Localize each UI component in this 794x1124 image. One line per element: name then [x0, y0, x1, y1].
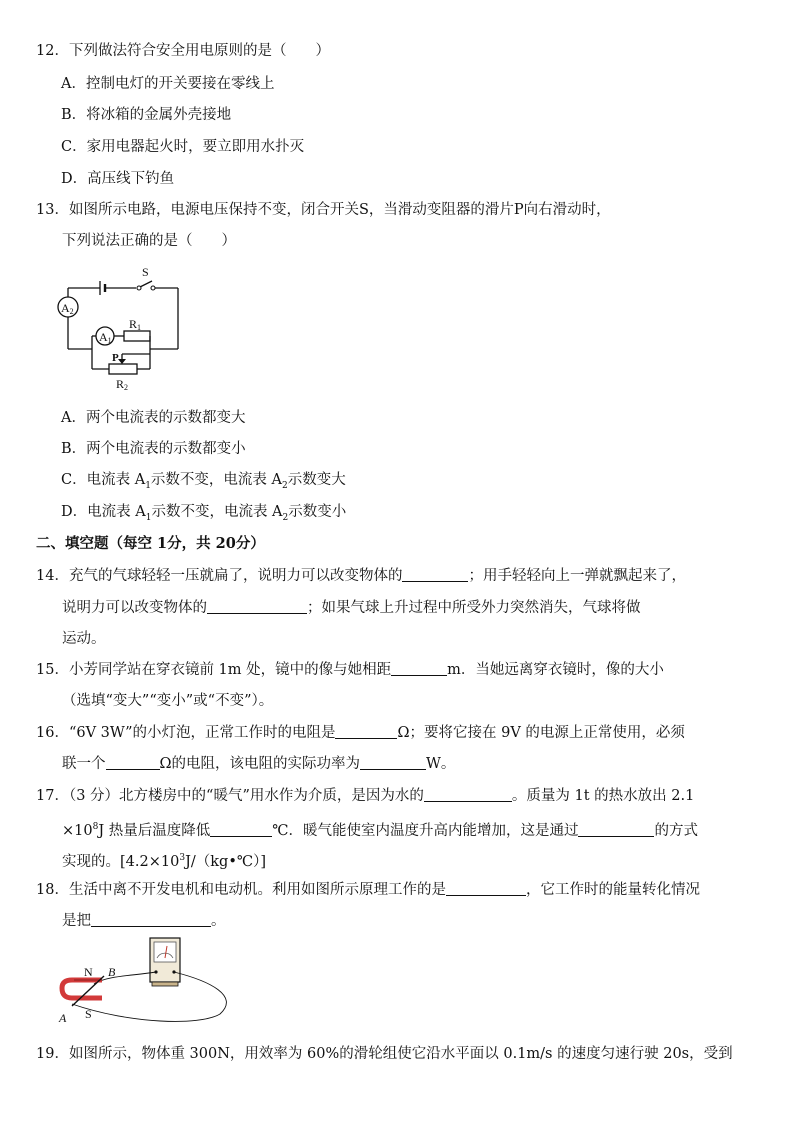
- q12-option-b: B．将冰箱的金属外壳接地: [61, 107, 232, 123]
- galvanometer-dial: [154, 942, 176, 962]
- q14-line3: 运动。: [62, 631, 106, 647]
- circuit-diagram: [50, 262, 190, 397]
- switch-label: S: [142, 265, 149, 279]
- q17-line3: 实现的。$[4.2\times 10^3J/(kg•℃)]$: [62, 853, 267, 870]
- section-title: 二、填空题（每空 1分，共 20分）: [36, 535, 265, 552]
- q17-blank-1: [424, 786, 512, 802]
- q13-stem-line2: 下列说法正确的是（ ）: [62, 233, 236, 249]
- q13-option-c: C．电流表 $A_1$示数不变，电流表 $A_2$示数变大: [61, 472, 346, 491]
- a1-label: A: [99, 330, 108, 344]
- q12-option-d: D．高压线下钓鱼: [61, 171, 175, 187]
- generator-diagram: [50, 936, 250, 1028]
- q18-blank-2: [91, 911, 211, 927]
- q17-blank-2: [210, 821, 272, 837]
- a1-subscript: 1: [107, 336, 112, 345]
- q19-line1: 19．如图所示，物体重 300N，用效率为 60%的滑轮组使它沿水平面以 0.1m/s 的速度匀速行驶 20s，受到: [36, 1046, 733, 1062]
- q13-option-a: A．两个电流表的示数都变大: [61, 410, 246, 426]
- switch-contact-right: [151, 286, 155, 290]
- svg-text:R1: [129, 317, 141, 332]
- q16-blank-1: [335, 723, 397, 739]
- r1-subscript: 1: [137, 323, 142, 332]
- q18-line2: 是把 。: [62, 913, 226, 929]
- q13-option-d: D．电流表 $A_1$示数不变，电流表 $A_2$示数变小: [61, 504, 347, 523]
- south-label: S: [85, 1007, 92, 1021]
- q16-line1: 16．“6V 3W”的小灯泡，正常工作时的电阻是 Ω；要将它接在 9V 的电源上正常使用，必须: [36, 725, 685, 741]
- galvanometer-base: [152, 982, 178, 986]
- q16-blank-3: [360, 754, 426, 770]
- r1-label: R: [129, 317, 138, 331]
- q15-line2: （选填“变大”“变小”或“不变”）。: [62, 693, 274, 709]
- q12-option-c: C．家用电器起火时，要立即用水扑灭: [61, 139, 305, 155]
- q13-option-b: B．两个电流表的示数都变小: [61, 441, 246, 457]
- q14-line2: 说明力可以改变物体的 ；如果气球上升过程中所受外力突然消失，气球将做: [62, 600, 641, 616]
- q14-line1: 14．充气的气球轻轻一压就扁了，说明力可以改变物体的 ；用手轻轻向上一弹就飘起来了，: [36, 568, 686, 584]
- q12-option-a: A．控制电灯的开关要接在零线上: [61, 76, 275, 92]
- q14-blank-1: [402, 566, 468, 582]
- q18-line1: 18．生活中离不开发电机和电动机。利用如图所示原理工作的是 ，它工作时的能量转化情况: [36, 882, 700, 898]
- point-b-label: B: [108, 965, 116, 979]
- q13-stem-line1: 13．如图所示电路，电源电压保持不变，闭合开关S，当滑动变阻器的滑片P向右滑动时，: [36, 202, 611, 218]
- slider-label: P: [112, 352, 119, 364]
- q16-line2: 联一个 Ω的电阻，该电阻的实际功率为 W。: [62, 756, 456, 772]
- q15-blank-1: [391, 660, 447, 676]
- q16-blank-2: [106, 754, 160, 770]
- point-a-label: A: [59, 1011, 67, 1025]
- switch-contact-left: [137, 286, 141, 290]
- q17-line2: $\times 10^8J$ 热量后温度降低 ℃．暖气能使室内温度升高内能增加，这是通过 的方式: [62, 822, 698, 839]
- q14-blank-2: [207, 598, 307, 614]
- q18-blank-1: [446, 880, 526, 896]
- north-label: N: [84, 965, 93, 979]
- slider-arrow: [118, 359, 126, 364]
- q17-blank-3: [578, 821, 654, 837]
- q15-line1: 15．小芳同学站在穿衣镜前 1m 处，镜中的像与她相距 m．当她远离穿衣镜时，像的大小: [36, 662, 664, 678]
- r2-subscript: 2: [124, 383, 129, 392]
- svg-text:R2: [116, 377, 128, 392]
- r2-label: R: [116, 377, 125, 391]
- a2-subscript: 2: [69, 307, 74, 316]
- q12-stem: 12．下列做法符合安全用电原则的是（ ）: [36, 43, 330, 59]
- a2-label: A: [61, 301, 70, 315]
- q17-line1: 17．（3 分）北方楼房中的“暖气”用水作为介质，是因为水的 。质量为 1t 的热水放出 2.1: [36, 788, 695, 804]
